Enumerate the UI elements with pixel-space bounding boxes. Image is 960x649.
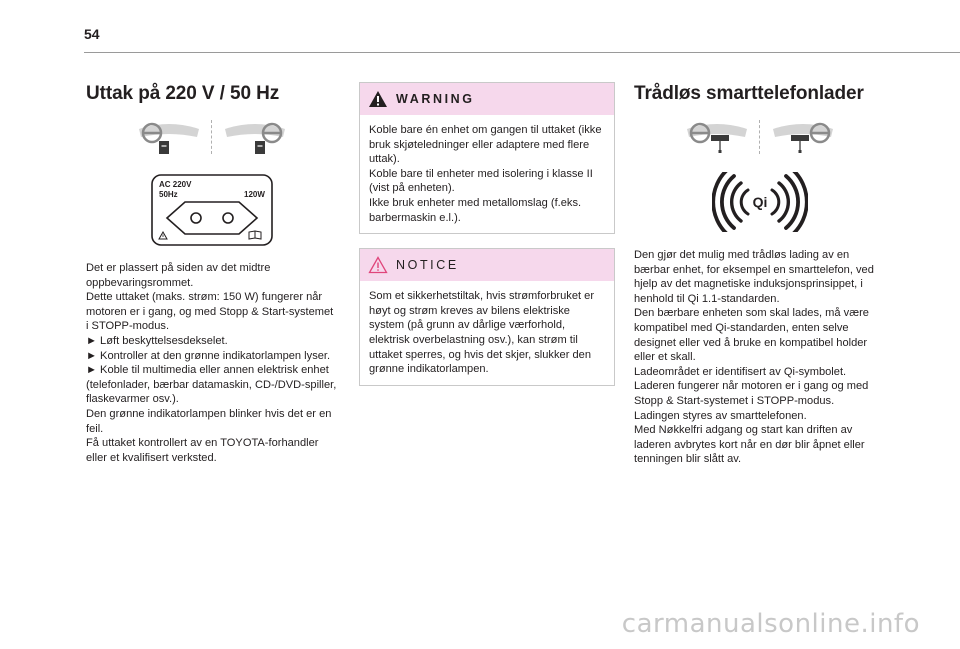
outlet-location-figures	[86, 114, 338, 160]
socket-hz-label: 50Hz	[159, 190, 178, 199]
qi-label: Qi	[752, 194, 768, 210]
warning-box	[359, 82, 615, 234]
notice-text: Som et sikkerhetstiltak, hvis strømforbruket er høyt og strøm kreves av bilens elektriske system (på grunn av dårlige værforhold, elektrisk overbelastning osv.), kan strøm til uttaket sperres, og hvis det skjer, slukker den grønne indikatorlampen.	[369, 290, 595, 376]
charger-location-figures	[634, 114, 886, 160]
outlet-section	[86, 82, 338, 465]
dashboard-rhd-outlet-icon	[223, 117, 287, 157]
figure-divider	[759, 120, 761, 154]
charger-section	[634, 82, 886, 467]
notice-box	[359, 248, 615, 386]
warning-text: Koble bare én enhet om gangen til uttaket (ikke bruk skjøteledninger eller adaptere med flere uttak). Koble bare til enheter med isolering i klasse II (vist på enheten). Ikke bruk enheter med metallomslag (f.eks. barbermaskin e.l.).	[369, 124, 602, 224]
page-number: 54	[84, 26, 100, 42]
outlet-text: Det er plassert på siden av det midtre oppbevaringsrommet. Dette uttaket (maks. strøm: 150 W) fungerer når motoren er i gang, og med Stopp & Start-systemet i STOPP-modus. ► Løft beskyttelsesdekselet. ► Kontroller at den grønne indikatorlampen lyser. ► Koble til multimedia eller annen elektrisk enhet (telefonlader, bærbar datamaskin, CD-/DVD-spiller, flaskevarmer osv.). Den grønne indikatorlampen blinker hvis det er en feil. Få uttaket kontrollert av en TOYOTA-forhandler eller et kvalifisert verksted.	[86, 262, 337, 464]
figure-divider	[211, 120, 213, 154]
warning-header	[360, 83, 614, 115]
dashboard-rhd-charger-icon	[771, 117, 835, 157]
outlet-title: Uttak på 220 V / 50 Hz	[86, 83, 280, 104]
socket-diagram	[151, 174, 273, 246]
socket-ac-label: AC 220V	[159, 180, 192, 189]
charger-text: Den gjør det mulig med trådløs lading av en bærbar enhet, for eksempel en smarttelefon, ved hjelp av det magnetiske induksjonsprinsippet, i henhold til Qi 1.1-standarden. Den bærbare enheten som skal lades, må være kompatibel med Qi-standarden, enten selve designet eller ved å bruke en kompatibel holder eller et skall. Ladeområdet er identifisert av Qi-symbolet. Laderen fungerer når motoren er i gang og med Stopp & Start-systemet i STOPP-modus. Ladingen styres av smarttelefonen. Med Nøkkelfri adgang og start kan driften av laderen avbrytes kort når en dør blir åpnet eller tenningen blir slått av.	[634, 249, 874, 466]
header-rule	[84, 52, 960, 53]
dashboard-lhd-outlet-icon	[137, 117, 201, 157]
notice-header	[360, 249, 614, 281]
warning-triangle-icon	[368, 90, 388, 108]
footer-watermark: carmanualsonline.info	[621, 609, 920, 639]
qi-wireless-icon	[712, 172, 808, 232]
dashboard-lhd-charger-icon	[685, 117, 749, 157]
notice-triangle-icon	[368, 256, 388, 274]
notice-title: NOTICE	[396, 258, 459, 273]
notes-column	[359, 82, 615, 386]
socket-watt-label: 120W	[244, 190, 265, 199]
warning-title: WARNING	[396, 92, 475, 106]
charger-title: Trådløs smarttelefonlader	[634, 83, 864, 104]
